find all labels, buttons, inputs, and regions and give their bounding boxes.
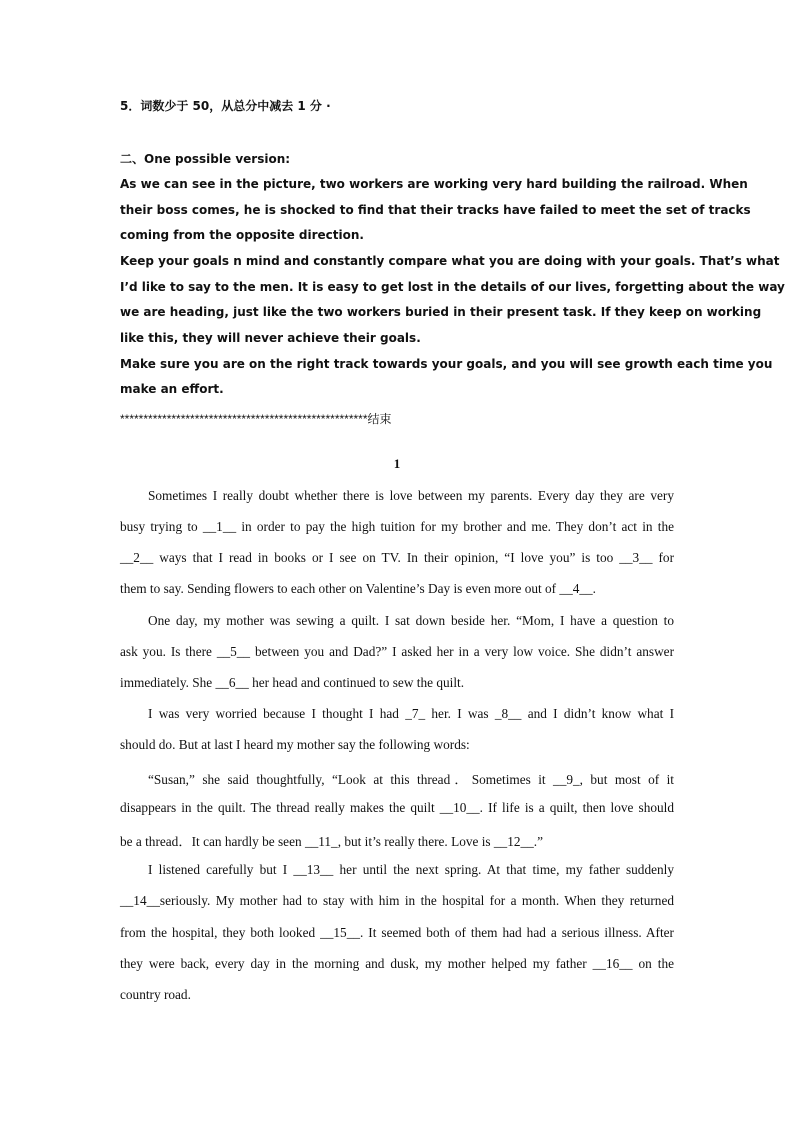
scoring-rule-5: 5．词数少于 50，从总分中减去 1 分 ·	[120, 99, 331, 113]
passage-line: they were back, every day in the morning and dusk, my mother helped my father __16__ on the	[120, 956, 674, 971]
passage-line: __14__seriously. My mother had to stay with him in the hospital for a month. When they returned	[120, 893, 674, 908]
passage-line: be a thread．It can hardly be seen __11_, but it’s really there. Love is __12__.”	[120, 834, 544, 849]
end-marker: *****************************************************结束	[120, 412, 392, 426]
essay-line: I’d like to say to the men. It is easy to get lost in the details of our lives, forgetting about the way	[120, 280, 785, 294]
passage-line: I listened carefully but I __13__ her until the next spring. At that time, my father suddenly	[148, 862, 674, 877]
passage-line: should do. But at last I heard my mother say the following words:	[120, 737, 470, 752]
passage-line: from the hospital, they both looked __15__. It seemed both of them had had a serious illness. After	[120, 925, 674, 940]
passage-line: country road.	[120, 987, 191, 1002]
essay-line: make an effort.	[120, 382, 224, 396]
passage-line: Sometimes I really doubt whether there is love between my parents. Every day they are very	[148, 488, 674, 503]
essay-line: we are heading, just like the two workers buried in their present task. If they keep on working	[120, 305, 762, 319]
passage-line: busy trying to __1__ in order to pay the high tuition for my brother and me. They don’t act in the	[120, 519, 674, 534]
passage-line: “Susan,” she said thoughtfully, “Look at this thread．Sometimes it __9_, but most of it	[148, 772, 674, 787]
passage-line: I was very worried because I thought I had _7_ her. I was _8__ and I didn’t know what I	[148, 706, 674, 721]
essay-line: As we can see in the picture, two workers are working very hard building the railroad. When	[120, 177, 748, 191]
section-number: 1	[393, 456, 401, 471]
passage-line: immediately. She __6__ her head and continued to sew the quilt.	[120, 675, 465, 690]
essay-line: their boss comes, he is shocked to find that their tracks have failed to meet the set of tracks	[120, 203, 751, 217]
essay-line: Keep your goals n mind and constantly compare what you are doing with your goals. That’s what	[120, 254, 780, 268]
essay-line: Make sure you are on the right track towards your goals, and you will see growth each time you	[120, 357, 773, 371]
passage-line: ask you. Is there __5__ between you and Dad?” I asked her in a very low voice. She didn’t answer	[120, 644, 674, 659]
passage-line: them to say. Sending flowers to each other on Valentine’s Day is even more out of __4__.	[120, 581, 596, 596]
essay-line: coming from the opposite direction.	[120, 228, 364, 242]
passage-line: __2__ ways that I read in books or I see on TV. In their opinion, “I love you” is too __3__ for	[120, 550, 674, 565]
passage-line: One day, my mother was sewing a quilt. I sat down beside her. “Mom, I have a question to	[148, 613, 674, 628]
section-heading-possible-version: 二、One possible version:	[120, 152, 291, 166]
essay-line: like this, they will never achieve their goals.	[120, 331, 421, 345]
passage-line: disappears in the quilt. The thread really makes the quilt __10__. If life is a quilt, then love should	[120, 800, 674, 815]
